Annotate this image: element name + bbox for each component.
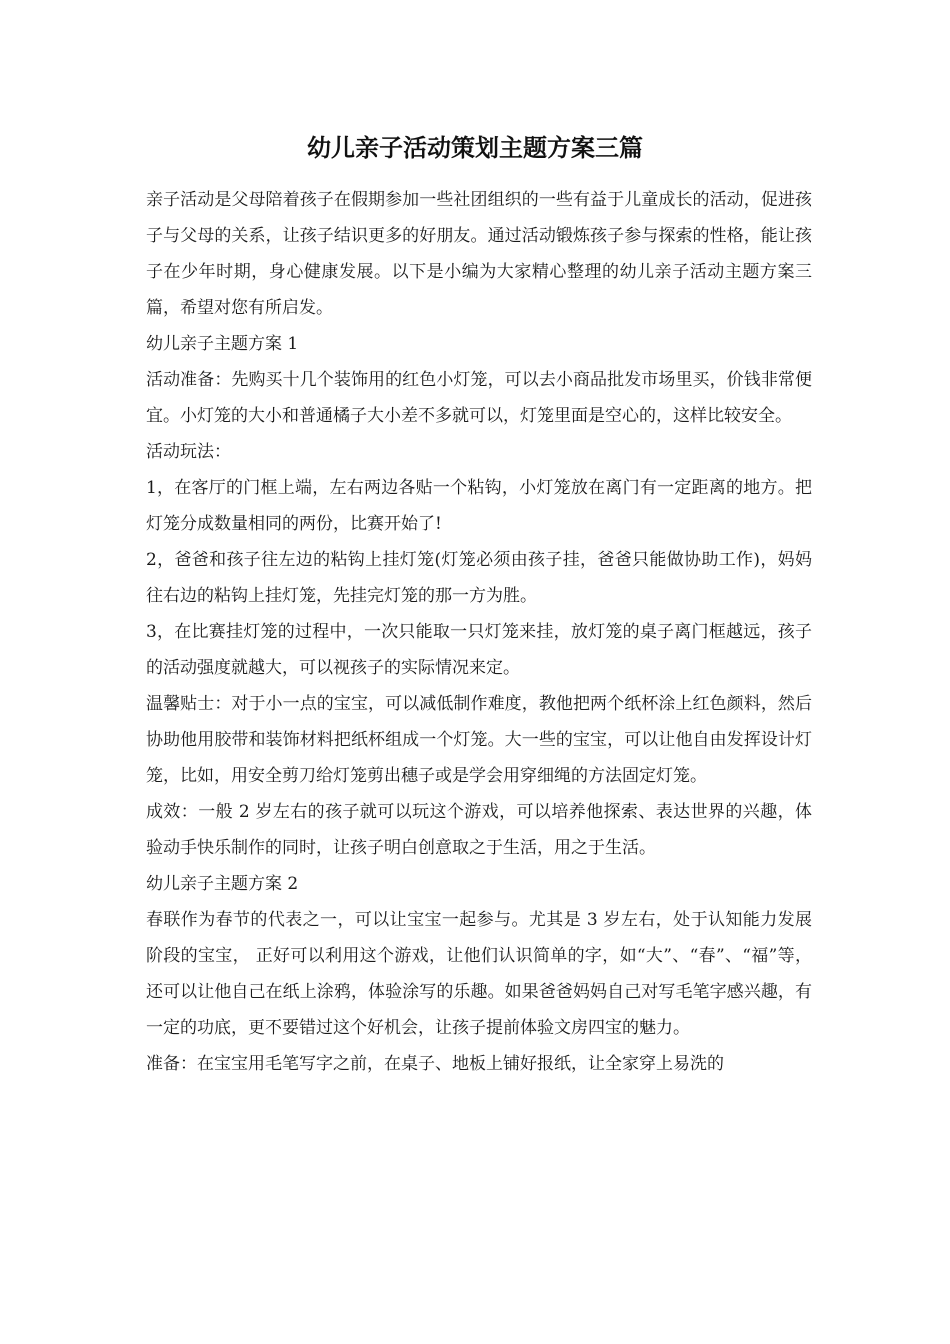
- paragraph-step-1: 1，在客厅的门框上端，左右两边各贴一个粘钩，小灯笼放在离门有一定距离的地方。把灯笼分成数量相同的两份，比赛开始了!: [146, 478, 812, 534]
- paragraph-step-3: 3，在比赛挂灯笼的过程中，一次只能取一只灯笼来挂，放灯笼的桌子离门框越远，孩子的活动强度就越大，可以视孩子的实际情况来定。: [146, 622, 812, 678]
- section-heading-plan-1: 幼儿亲子主题方案 1: [146, 334, 299, 354]
- paragraph-tips: 温馨贴士：对于小一点的宝宝，可以减低制作难度，教他把两个纸杯涂上红色颜料，然后协助他用胶带和装饰材料把纸杯组成一个灯笼。大一些的宝宝，可以让他自由发挥设计灯笼，比如，用安全剪刀给灯笼剪出穗子或是学会用穿细绳的方法固定灯笼。: [146, 694, 812, 786]
- document-title: 幼儿亲子活动策划主题方案三篇: [307, 133, 643, 162]
- intro-paragraph: 亲子活动是父母陪着孩子在假期参加一些社团组织的一些有益于儿童成长的活动，促进孩子与父母的关系，让孩子结识更多的好朋友。通过活动锻炼孩子参与探索的性格，能让孩子在少年时期，身心健康发展。以下是小编为大家精心整理的幼儿亲子活动主题方案三篇，希望对您有所启发。: [146, 190, 812, 318]
- paragraph-spring-couplets: 春联作为春节的代表之一，可以让宝宝一起参与。尤其是 3 岁左右，处于认知能力发展阶段的宝宝， 正好可以利用这个游戏，让他们认识简单的字，如“大”、“春”、“福”等，还可以让他自己在纸上涂鸦，体验涂写的乐趣。如果爸爸妈妈自己对写毛笔字感兴趣，有一定的功底，更不要错过这个好机会，让孩子提前体验文房四宝的魅力。: [146, 910, 812, 1038]
- paragraph-preparation: 活动准备：先购买十几个装饰用的红色小灯笼，可以去小商品批发市场里买，价钱非常便宜。小灯笼的大小和普通橘子大小差不多就可以，灯笼里面是空心的，这样比较安全。: [146, 370, 812, 426]
- paragraph-preparation-2: 准备：在宝宝用毛笔写字之前，在桌子、地板上铺好报纸，让全家穿上易洗的: [146, 1054, 724, 1074]
- paragraph-step-2: 2，爸爸和孩子往左边的粘钩上挂灯笼(灯笼必须由孩子挂，爸爸只能做协助工作)，妈妈往右边的粘钩上挂灯笼，先挂完灯笼的那一方为胜。: [146, 550, 812, 606]
- paragraph-gameplay-heading: 活动玩法：: [146, 442, 231, 462]
- document-body: [146, 182, 812, 1082]
- paragraph-outcome: 成效：一般 2 岁左右的孩子就可以玩这个游戏，可以培养他探索、表达世界的兴趣，体验动手快乐制作的同时，让孩子明白创意取之于生活，用之于生活。: [146, 802, 812, 858]
- section-heading-plan-2: 幼儿亲子主题方案 2: [146, 874, 299, 894]
